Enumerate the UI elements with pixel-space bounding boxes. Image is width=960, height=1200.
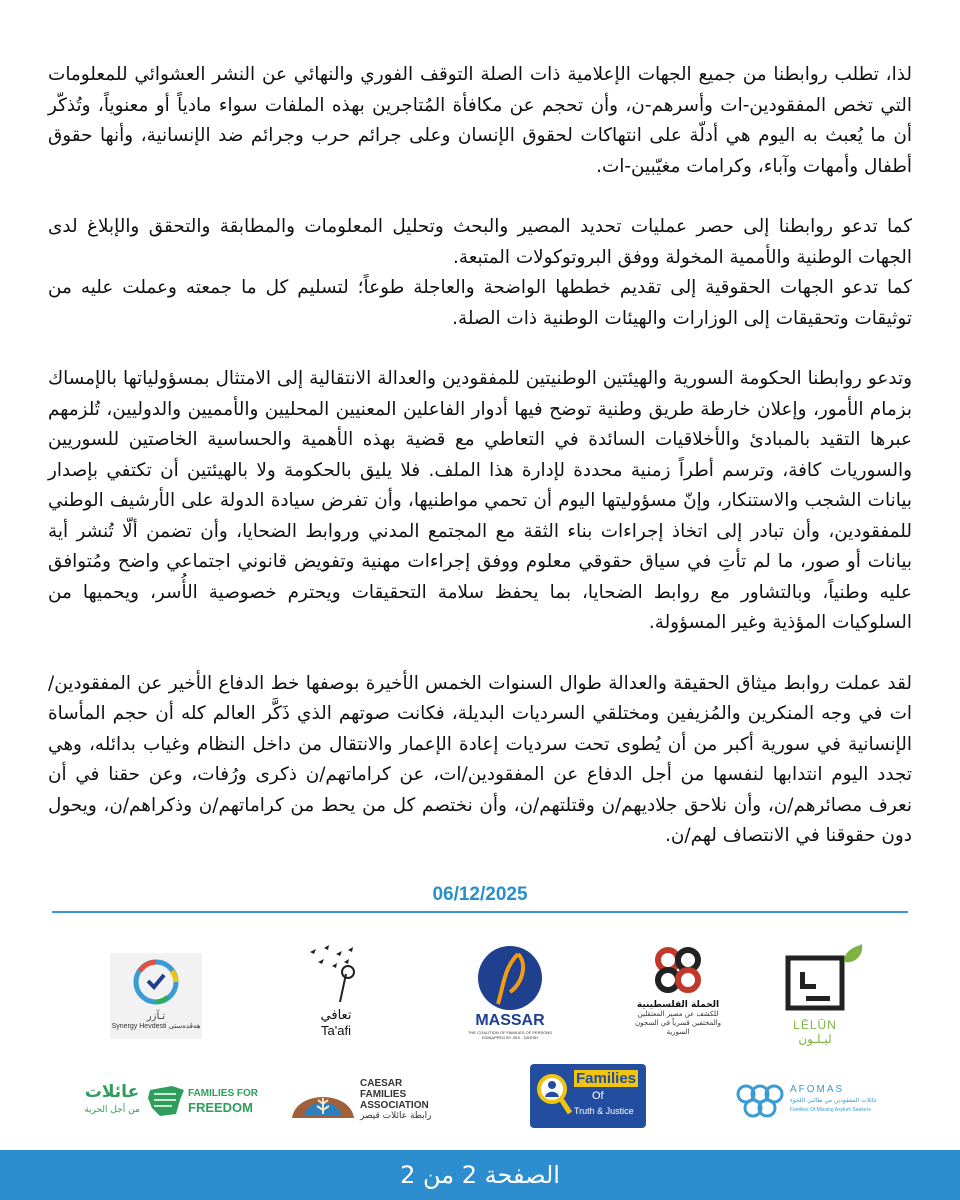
afomas-title: AFOMAS: [790, 1084, 845, 1095]
massar-title: MASSAR: [475, 1012, 545, 1029]
taafi-latin-text: Ta'afi: [321, 1023, 351, 1038]
caesar-arabic: رابطة عائلات قيصر: [360, 1111, 432, 1121]
families-truth-justice-logo: [530, 1064, 646, 1128]
divider: [52, 911, 908, 913]
families-for-freedom-logo: [80, 1082, 258, 1122]
fotj-line2: Of: [592, 1090, 604, 1102]
synergy-logo: [110, 953, 202, 1039]
massar-circle-icon: [470, 944, 550, 1012]
paragraph-determination-process: كما تدعو روابطنا إلى حصر عمليات تحديد المصير والبحث وتحليل المعلومات والمطابقة والتحقق والإبلاغ لدى الجهات الوطنية والأممية المخولة ووفق البروتوكولات المتبعة.: [48, 216, 912, 268]
chain-knot-icon: [646, 944, 710, 996]
paragraph-media-appeal: لذا، تطلب روابطنا من جميع الجهات الإعلامية ذات الصلة التوقف الفوري والنهائي عن النشر العشوائي للمعلومات التي تخص المفقودين-ات وأسرهم-ن، وأن تحجم عن مكافأة المُتاجرين بهذه الملفات سواء مادياً أو معنوياً، وتُذكّر أن ما يُعبث به اليوم هي أدلّة على انتهاكات لحقوق الإنسان وعلى جرائم حرب وجرائم ضد الإنسانية، وأنها حقوق أطفال وأمهات وآباء، وكرامات مغيّبين-ات.: [48, 64, 912, 177]
paragraph-rights-bodies: كما تدعو الجهات الحقوقية إلى تقديم خططها الواضحة والعاجلة طوعاً؛ لتسليم كل ما جمعته وعملت عليه من توثيقات وتحقيقات إلى الوزارات والهيئات الوطنية ذات الصلة.: [48, 277, 912, 329]
synergy-en: Synergy: [111, 1023, 138, 1030]
caesar-families-logo: [290, 1078, 454, 1124]
syria-map-icon: [146, 1084, 186, 1118]
caesar-line2: FAMILIES: [360, 1089, 407, 1100]
afomas-rings-icon: [734, 1082, 786, 1122]
massar-logo: [462, 944, 558, 1040]
statement-date: 06/12/2025: [432, 884, 528, 905]
fotj-line3: Truth & Justice: [574, 1106, 634, 1116]
fff-line1: FAMILIES FOR: [188, 1088, 258, 1099]
lelun-logo: [780, 944, 876, 1046]
fff-line2: FREEDOM: [188, 1100, 253, 1115]
palestinian-campaign-subtitle: للكشف عن مصير المعتقلين والمختفين قسرياً في السجون السورية: [634, 1010, 722, 1036]
dandelion-birds-icon: [296, 944, 376, 1004]
palestinian-campaign-title: الحملة الفلسطينية: [636, 1000, 720, 1010]
fff-arabic-sub: من أجل الحرية: [84, 1105, 140, 1115]
caesar-line1: CAESAR: [360, 1078, 403, 1089]
synergy-rings-icon: [128, 957, 184, 1007]
caesar-emblem-icon: [290, 1080, 356, 1120]
lelun-mark-icon: [780, 944, 876, 1014]
afomas-arabic: عائلات المفقودين من طالبي اللجوء: [790, 1097, 878, 1104]
statement-body: [48, 60, 912, 882]
taafi-logo: [288, 944, 384, 1040]
massar-subtitle: THE COALITION OF FAMILIES OF PERSONS KIDNAPPED BY ISIS - DA'ESH: [468, 1030, 552, 1040]
palestinian-campaign-logo: [628, 944, 728, 1040]
fotj-line1: Families: [576, 1070, 637, 1087]
synergy-arabic-text: تـآزر: [146, 1011, 166, 1022]
afomas-logo: [734, 1078, 880, 1126]
lelun-arabic-text: ليـلـون: [798, 1032, 832, 1046]
paragraph-charter-commitment: لقد عملت روابط ميثاق الحقيقة والعدالة طوال السنوات الخمس الأخيرة بوصفها خط الدفاع الأخير عن المفقودين/ات في وجه المنكرين والمُزيفين ومختلقي السرديات البديلة، فكانت صوتهم الذي ذَكَّر العالم كله أن حجم المأساة الإنسانية في سورية أكبر من أن يُطوى تحت سرديات إعادة الإعمار والانتقال من داخل النظام وغياب بدائله، وهي تجدد اليوم انتدابها لنفسها من أجل الدفاع عن المفقودين/ات، عن كراماتهم/ن ذكرى ورُفات، وعن حقنا في أن نعرف مصائرهم/ن، وأن نلاحق جلاديهم/ن وقتلتهم/ن، وأن نختصم كل من يحط من كراماتهم/ن وذكراهم/ن، ويحول دون حقوقنا في الانتصاف لهم/ن.: [48, 672, 912, 846]
fff-arabic: عائلات: [84, 1082, 140, 1102]
synergy-kurdish: Hevdesti: [139, 1023, 167, 1030]
paragraph-government-call: وتدعو روابطنا الحكومة السورية والهيئتين الوطنيتين للمفقودين والعدالة الانتقالية إلى الامتثال بمسؤولياتها بالإمساك بزمام الأمور، وإعلان خارطة طريق وطنية توضح فيها أدوار الفاعلين المعنيين المحليين والأمميين والدوليين، تُلزمهم عبرها التقيد بالمبادئ والأخلاقيات السائدة في التعاطي مع قضية بهذه الأهمية والحساسية الخاصتين للسوريين والسوريات كافة، وترسم أطراً زمنية محددة لإدارة هذا الملف. فلا يليق بالحكومة ولا بالهيئتين أن تكتفي بإصدار بيانات الشجب والاستنكار، وإنّ مسؤوليتها اليوم أن تحمي مواطنيها، وأن تفرض سيادة الدولة على الأرشيف الوطني للمفقودين، وأن تبادر إلى اتخاذ إجراءات بناء الثقة مع المجتمع المدني وروابط الضحايا، وأن تضمن ألّا تُنشر أية بيانات أو صور، ما لم تأتِ في سياق حقوقي معلوم ووفق إجراءات مهنية وتفويض قانوني اجتماعي واضح ومُتوافق عليه وطنياً، وبالتشاور مع روابط الضحايا، بما يحفظ سلامة التحقيقات ويحترم خصوصية الأُسر، ويحميها من السلوكيات المؤذية وغير المسؤولة.: [48, 368, 912, 633]
afomas-subtitle: Families Of Missing Asylum Seekers: [790, 1107, 871, 1113]
lelun-latin-text: LĒLŪN: [793, 1018, 837, 1032]
synergy-suffix: هەڤدەستی: [168, 1023, 201, 1030]
caesar-line3: ASSOCIATION: [360, 1100, 429, 1111]
synergy-latin-text: [110, 1022, 202, 1030]
taafi-arabic-text: تعافي: [320, 1008, 352, 1023]
page-footer: الصفحة 2 من 2: [0, 1150, 960, 1200]
magnifier-person-icon: [534, 1069, 574, 1123]
